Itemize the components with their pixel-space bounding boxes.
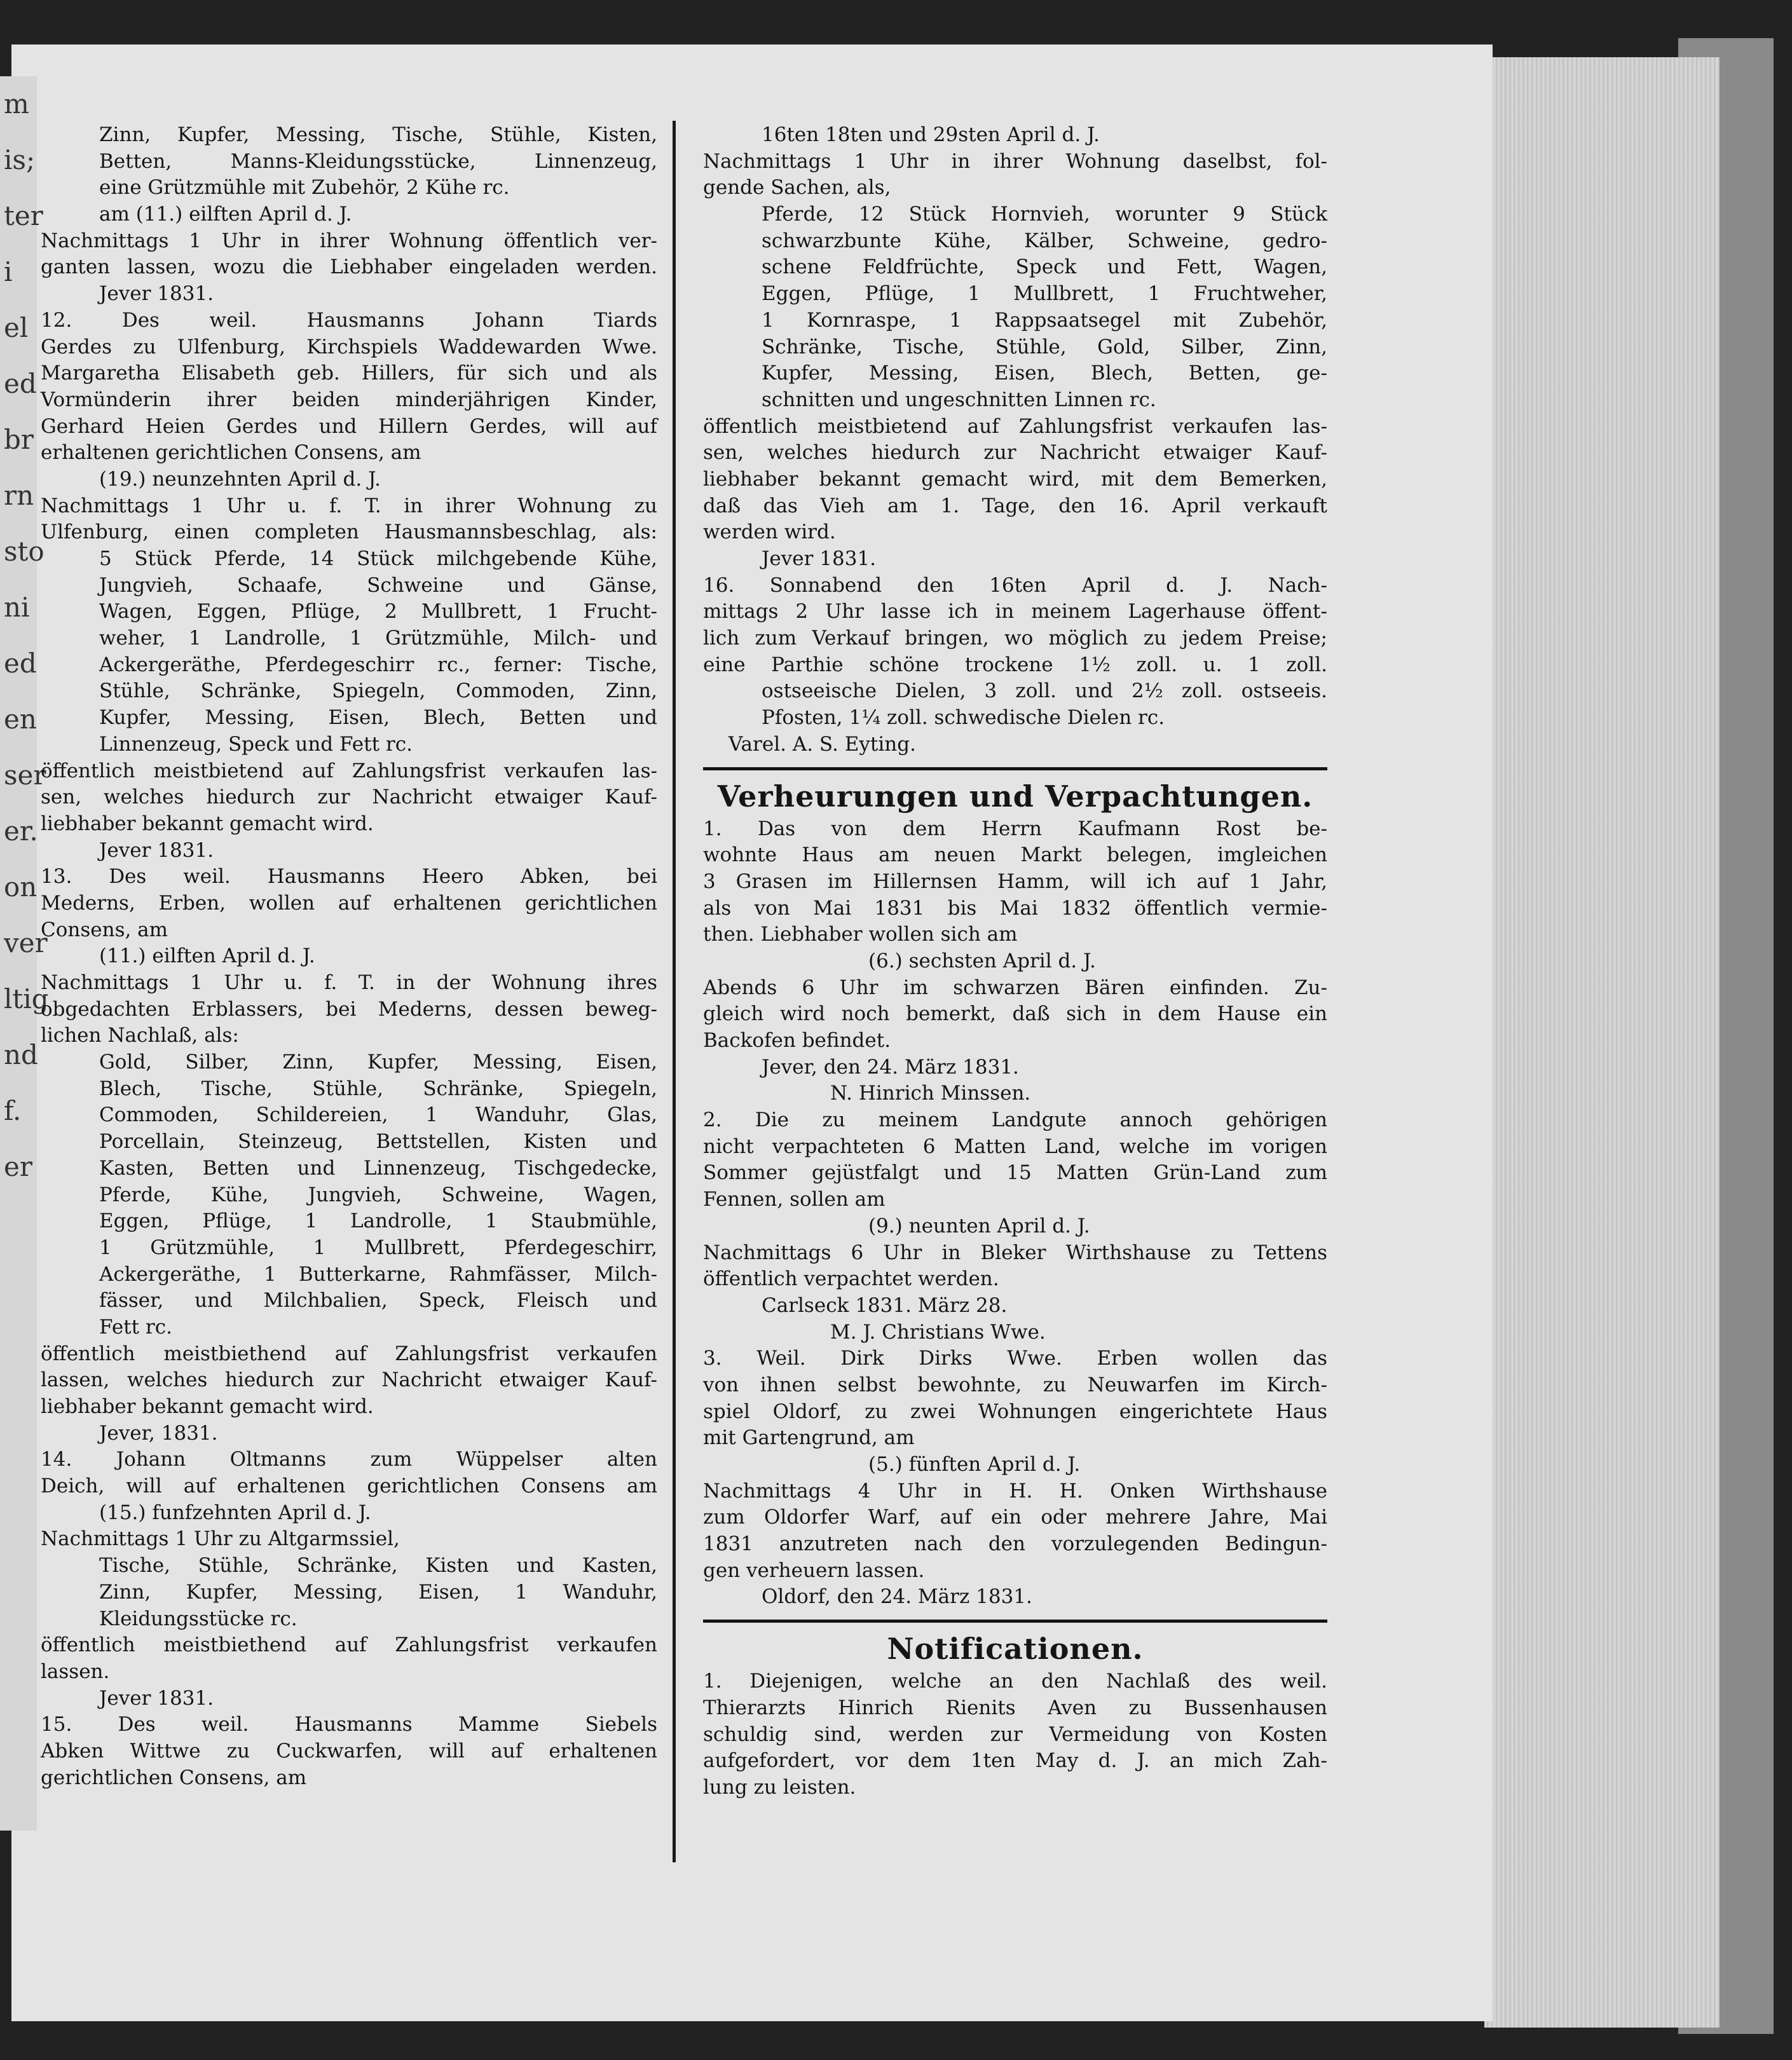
text-line: Schränke, Tische, Stühle, Gold, Silber, Zinn, [762, 335, 1327, 358]
text-line: M. J. Christians Wwe. [830, 1320, 1046, 1344]
text-line: (9.) neunten April d. J. [868, 1214, 1090, 1238]
text-line: 1 Kornraspe, 1 Rappsaatsegel mit Zubehör, [762, 308, 1327, 332]
margin-fragment: is; [4, 144, 36, 175]
right-column [703, 122, 1327, 1801]
text-line: Nachmittags 1 Uhr zu Altgarmssiel, [41, 1527, 400, 1551]
text-line: lassen. [41, 1660, 110, 1683]
margin-fragment: m [4, 88, 29, 119]
text-line: 3 Grasen im Hillernsen Hamm, will ich auf 1 Jahr, [703, 870, 1327, 893]
text-line: (5.) fünften April d. J. [868, 1453, 1081, 1476]
text-line: Jever 1831. [99, 838, 214, 862]
text-line: öffentlich meistbietend auf Zahlungsfrist verkaufen las- [703, 414, 1327, 438]
text-line: Gold, Silber, Zinn, Kupfer, Messing, Eisen, [99, 1051, 657, 1074]
text-line: 16ten 18ten und 29sten April d. J. [762, 123, 1100, 146]
text-line: (6.) sechsten April d. J. [868, 949, 1096, 972]
text-line: liebhaber bekannt gemacht wird. [41, 812, 374, 835]
text-line: öffentlich meistbiethend auf Zahlungsfrist verkaufen [41, 1634, 657, 1657]
rental-notices [703, 816, 1327, 1611]
text-line: am (11.) eilften April d. J. [99, 203, 352, 226]
text-line: obgedachten Erblassers, bei Mederns, dessen beweg- [41, 997, 657, 1021]
text-line: Kasten, Betten und Linnenzeug, Tischgedecke, [99, 1156, 657, 1180]
text-line: Jever 1831. [762, 547, 877, 570]
margin-fragment: on [4, 871, 38, 903]
text-line: then. Liebhaber wollen sich am [703, 923, 1018, 946]
text-line: Fett rc. [99, 1315, 172, 1339]
margin-fragment: ter [4, 200, 43, 231]
margin-fragment: ser [4, 760, 46, 791]
margin-fragment: i [4, 256, 13, 287]
text-line: Mederns, Erben, wollen auf erhaltenen gerichtlichen [41, 891, 657, 915]
margin-fragment: ni [4, 592, 30, 623]
section-heading-notifications: Notificationen. [887, 1632, 1144, 1667]
text-line: Jever, den 24. März 1831. [762, 1055, 1019, 1079]
text-line: werden wird. [703, 521, 836, 544]
text-line: gleich wird noch bemerkt, daß sich in dem Hause ein [703, 1002, 1327, 1026]
text-line: mittags 2 Uhr lasse ich in meinem Lagerhause öffent- [703, 600, 1327, 624]
text-line: lung zu leisten. [703, 1775, 856, 1799]
text-line: Wagen, Eggen, Pflüge, 2 Mullbrett, 1 Frucht- [99, 600, 657, 624]
text-line: 14. Johann Oltmanns zum Wüppelser alten [41, 1448, 657, 1471]
text-line: Nachmittags 1 Uhr in ihrer Wohnung öffentlich ver- [41, 229, 657, 252]
text-line: Porcellain, Steinzeug, Bettstellen, Kisten und [99, 1130, 657, 1154]
text-line: gerichtlichen Consens, am [41, 1766, 307, 1789]
text-line: Ackergeräthe, Pferdegeschirr rc., ferner: Tische, [99, 653, 657, 676]
text-line: Stühle, Schränke, Spiegeln, Commoden, Zinn, [99, 679, 657, 703]
text-line: nicht verpachteten 6 Matten Land, welche im vorigen [703, 1135, 1327, 1158]
previous-page-margin [0, 76, 49, 1831]
text-line: Kupfer, Messing, Eisen, Blech, Betten, ge- [762, 362, 1327, 385]
text-line: 1 Grützmühle, 1 Mullbrett, Pferdegeschirr, [99, 1236, 657, 1259]
text-line: 15. Des weil. Hausmanns Mamme Siebels [41, 1713, 657, 1736]
text-line: (11.) eilften April d. J. [99, 945, 315, 968]
margin-fragment: rn [4, 480, 34, 511]
text-line: Abken Wittwe zu Cuckwarfen, will auf erhaltenen [41, 1739, 657, 1763]
text-line: Ulfenburg, einen completen Hausmannsbeschlag, als: [41, 521, 657, 544]
text-line: öffentlich verpachtet werden. [703, 1267, 999, 1291]
text-line: Jungvieh, Schaafe, Schweine und Gänse, [99, 573, 657, 597]
text-line: Thierarzts Hinrich Rienits Aven zu Bussenhausen [703, 1696, 1327, 1719]
section-rule [703, 1620, 1327, 1623]
text-line: Deich, will auf erhaltenen gerichtlichen Consens am [41, 1475, 657, 1498]
text-line: Pferde, 12 Stück Hornvieh, worunter 9 Stück [762, 203, 1327, 226]
text-line: ganten lassen, wozu die Liebhaber eingeladen werden. [41, 256, 657, 279]
text-line: Gerhard Heien Gerdes und Hillern Gerdes, will auf [41, 414, 657, 438]
text-line: öffentlich meistbiethend auf Zahlungsfrist verkaufen [41, 1342, 657, 1365]
text-line: Zinn, Kupfer, Messing, Eisen, 1 Wanduhr, [99, 1580, 657, 1604]
text-line: Jever 1831. [99, 282, 214, 306]
text-line: gen verheuern lassen. [703, 1559, 925, 1582]
margin-fragment: ver [4, 927, 48, 958]
text-line: Vormünderin ihrer beiden minderjährigen Kinder, [41, 388, 657, 411]
text-line: Gerdes zu Ulfenburg, Kirchspiels Waddewarden Wwe. [41, 335, 657, 358]
text-line: Kupfer, Messing, Eisen, Blech, Betten und [99, 706, 657, 730]
text-line: Nachmittags 1 Uhr in ihrer Wohnung daselbst, fol- [703, 149, 1327, 173]
text-line: eine Grützmühle mit Zubehör, 2 Kühe rc. [99, 176, 510, 200]
text-line: Eggen, Pflüge, 1 Landrolle, 1 Staubmühle, [99, 1210, 657, 1233]
text-line: lich zum Verkauf bringen, wo möglich zu jedem Preise; [703, 627, 1327, 650]
text-line: ostseeische Dielen, 3 zoll. und 2½ zoll. ostseeis. [762, 679, 1327, 703]
text-line: Varel. A. S. Eyting. [728, 732, 916, 756]
text-line: liebhaber bekannt gemacht wird. [41, 1395, 374, 1418]
margin-fragment: en [4, 704, 37, 735]
text-line: 13. Des weil. Hausmanns Heero Abken, bei [41, 865, 657, 889]
text-line: Jever, 1831. [99, 1421, 218, 1445]
margin-fragment: nd [4, 1039, 38, 1070]
margin-fragment: f. [4, 1095, 22, 1126]
text-line: Carlseck 1831. März 28. [762, 1293, 1008, 1317]
margin-fragment: er [4, 1151, 32, 1182]
text-line: aufgefordert, vor dem 1ten May d. J. an mich Zah- [703, 1749, 1327, 1773]
text-line: Nachmittags 1 Uhr u. f. T. in ihrer Wohnung zu [41, 494, 657, 517]
text-line: sen, welches hiedurch zur Nachricht etwaiger Kauf- [41, 786, 657, 809]
text-line: Fennen, sollen am [703, 1188, 886, 1211]
text-line: liebhaber bekannt gemacht wird, mit dem Bemerken, [703, 467, 1327, 491]
section-heading-rentals: Verheurungen und Verpachtungen. [717, 779, 1313, 814]
text-line: Nachmittags 6 Uhr in Bleker Wirthshause zu Tettens [703, 1241, 1327, 1264]
text-line: schuldig sind, werden zur Vermeidung von Kosten [703, 1722, 1327, 1746]
text-line: 16. Sonnabend den 16ten April d. J. Nach- [703, 573, 1327, 597]
text-line: eine Parthie schöne trockene 1½ zoll. u. 1 zoll. [703, 653, 1327, 676]
margin-fragment: ed [4, 368, 37, 399]
text-line: schwarzbunte Kühe, Kälber, Schweine, gedro- [762, 229, 1327, 252]
text-line: 1831 anzutreten nach den vorzulegenden Bedingun- [703, 1532, 1327, 1556]
text-line: 5 Stück Pferde, 14 Stück milchgebende Kühe, [99, 547, 657, 570]
text-line: Consens, am [41, 918, 168, 941]
text-line: schene Feldfrüchte, Speck und Fett, Wagen, [762, 256, 1327, 279]
text-line: Kleidungsstücke rc. [99, 1607, 298, 1630]
text-line: daß das Vieh am 1. Tage, den 16. April verkauft [703, 494, 1327, 517]
text-line: Linnenzeug, Speck und Fett rc. [99, 732, 413, 756]
text-line: Betten, Manns-Kleidungsstücke, Linnenzeug, [99, 149, 657, 173]
text-line: weher, 1 Landrolle, 1 Grützmühle, Milch- und [99, 627, 657, 650]
text-line: gende Sachen, als, [703, 176, 891, 200]
margin-fragment: er. [4, 815, 38, 847]
text-line: als von Mai 1831 bis Mai 1832 öffentlich vermie- [703, 896, 1327, 920]
text-line: 12. Des weil. Hausmanns Johann Tiards [41, 308, 657, 332]
text-line: (19.) neunzehnten April d. J. [99, 467, 381, 491]
text-line: N. Hinrich Minssen. [830, 1082, 1031, 1105]
margin-fragment: br [4, 424, 34, 455]
text-line: 1. Diejenigen, welche an den Nachlaß des weil. [703, 1670, 1327, 1693]
text-line: Commoden, Schildereien, 1 Wanduhr, Glas, [99, 1103, 657, 1127]
margin-fragment: el [4, 312, 29, 343]
text-line: Backofen befindet. [703, 1029, 891, 1052]
text-line: sen, welches hiedurch zur Nachricht etwaiger Kauf- [703, 441, 1327, 465]
notification-notices [703, 1668, 1327, 1801]
text-line: mit Gartengrund, am [703, 1426, 915, 1450]
page-block-edge [1484, 57, 1720, 2028]
text-line: Margaretha Elisabeth geb. Hillers, für sich und als [41, 362, 657, 385]
sale-notice-continuation [703, 122, 1327, 758]
text-line: Nachmittags 1 Uhr u. f. T. in der Wohnung ihres [41, 971, 657, 994]
text-line: Nachmittags 4 Uhr in H. H. Onken Wirthshause [703, 1479, 1327, 1503]
margin-fragment: sto [4, 536, 44, 567]
text-line: fässer, und Milchbalien, Speck, Fleisch und [99, 1289, 657, 1313]
text-line: lichen Nachlaß, als: [41, 1024, 239, 1047]
text-line: Pferde, Kühe, Jungvieh, Schweine, Wagen, [99, 1183, 657, 1206]
text-line: Tische, Stühle, Schränke, Kisten und Kasten, [99, 1554, 657, 1578]
text-line: (15.) funfzehnten April d. J. [99, 1501, 371, 1524]
text-line: Eggen, Pflüge, 1 Mullbrett, 1 Fruchtweher, [762, 282, 1327, 306]
section-rule [703, 767, 1327, 770]
text-line: Oldorf, den 24. März 1831. [762, 1585, 1032, 1609]
text-line: 1. Das von dem Herrn Kaufmann Rost be- [703, 817, 1327, 840]
left-column [41, 122, 657, 1791]
column-divider [673, 121, 676, 1862]
margin-fragment: ltig [4, 983, 49, 1014]
margin-fragment: ed [4, 648, 37, 679]
text-line: wohnte Haus am neuen Markt belegen, imgleichen [703, 843, 1327, 867]
text-line: Jever 1831. [99, 1686, 214, 1710]
text-line: öffentlich meistbietend auf Zahlungsfrist verkaufen las- [41, 759, 657, 782]
text-line: Abends 6 Uhr im schwarzen Bären einfinden. Zu- [703, 976, 1327, 999]
text-line: erhaltenen gerichtlichen Consens, am [41, 441, 421, 465]
text-line: Ackergeräthe, 1 Butterkarne, Rahmfässer, Milch- [99, 1262, 657, 1286]
text-line: spiel Oldorf, zu zwei Wohnungen eingerichtete Haus [703, 1400, 1327, 1423]
text-line: schnitten und ungeschnitten Linnen rc. [762, 388, 1156, 411]
text-line: lassen, welches hiedurch zur Nachricht etwaiger Kauf- [41, 1368, 657, 1392]
text-line: 3. Weil. Dirk Dirks Wwe. Erben wollen das [703, 1347, 1327, 1370]
text-line: zum Oldorfer Warf, auf ein oder mehrere Jahre, Mai [703, 1506, 1327, 1529]
text-line: Pfosten, 1¼ zoll. schwedische Dielen rc. [762, 706, 1165, 730]
text-line: von ihnen selbst bewohnte, zu Neuwarfen im Kirch- [703, 1373, 1327, 1396]
text-line: 2. Die zu meinem Landgute annoch gehörigen [703, 1108, 1327, 1132]
text-line: Zinn, Kupfer, Messing, Tische, Stühle, Kisten, [99, 123, 657, 146]
text-line: Blech, Tische, Stühle, Schränke, Spiegeln, [99, 1077, 657, 1100]
text-line: Sommer gejüstfalgt und 15 Matten Grün-Land zum [703, 1161, 1327, 1185]
